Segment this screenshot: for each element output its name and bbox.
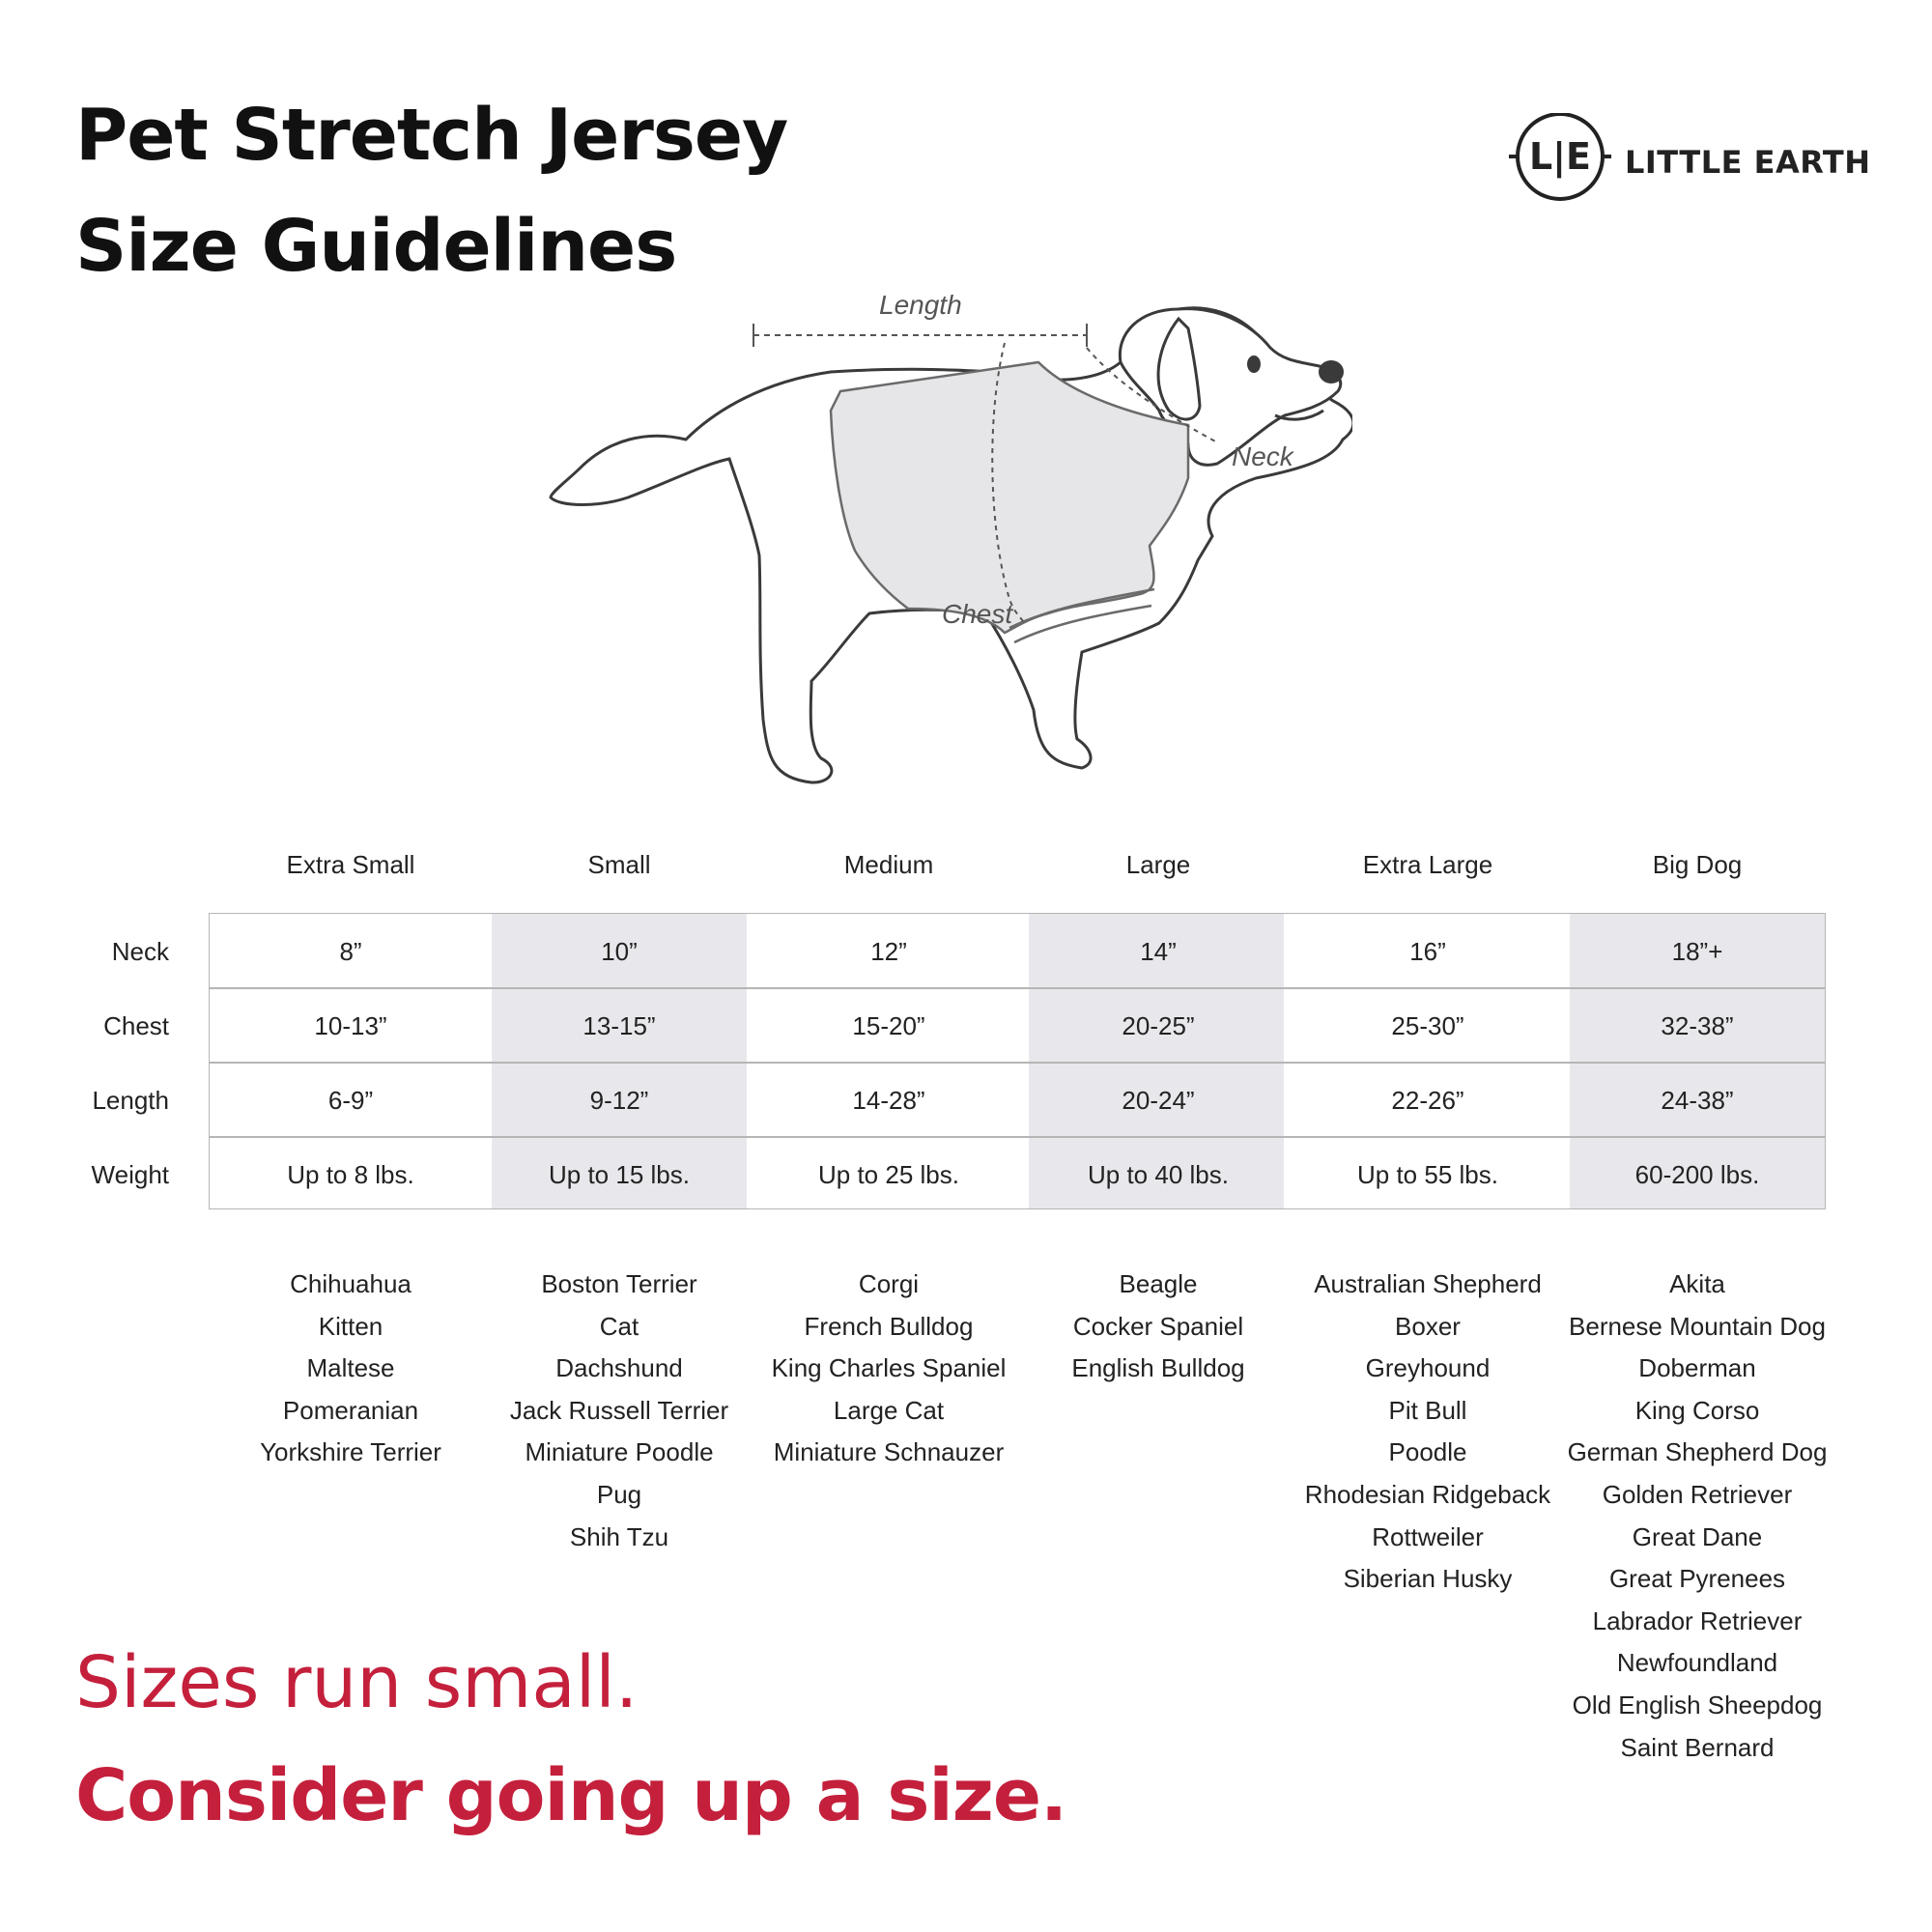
breed-item: Poodle [1388,1437,1467,1467]
page-subtitle: Size Guidelines [75,205,677,288]
row-label: Neck [111,937,169,966]
breed-item: Australian Shepherd [1314,1269,1542,1298]
breed-item: Akita [1669,1269,1725,1298]
table-cell: 60-200 lbs. [1634,1160,1760,1189]
size-header: Extra Large [1362,850,1493,879]
row-label: Weight [91,1160,169,1189]
breed-item: Shih Tzu [569,1521,669,1551]
breed-list [754,1264,1023,1474]
breed-item: Boxer [1395,1311,1461,1341]
table-cell: Up to 40 lbs. [1088,1160,1229,1189]
breed-item: Greyhound [1365,1353,1491,1383]
breed-item: Pit Bull [1388,1395,1467,1425]
breed-item: Golden Retriever [1602,1479,1793,1509]
breed-item: French Bulldog [804,1311,974,1341]
le-logo-icon [1507,113,1623,210]
table-cell: 20-24” [1122,1086,1195,1115]
table-cell: 12” [870,937,907,966]
table-cell: Up to 8 lbs. [287,1160,414,1189]
table-cell: 20-25” [1122,1011,1195,1040]
breed-list [485,1264,753,1558]
table-cell: Up to 25 lbs. [818,1160,959,1189]
logo-letters: L|E [1528,135,1592,178]
breed-item: Boston Terrier [541,1269,697,1298]
length-label: Length [879,290,962,320]
page-title: Pet Stretch Jersey [75,94,788,177]
breed-item: Miniature Poodle [525,1437,714,1467]
table-cell: 6-9” [327,1086,374,1115]
size-header: Small [587,850,651,879]
breed-item: Bernese Mountain Dog [1569,1311,1826,1341]
size-header: Extra Small [286,850,415,879]
breed-item: Pug [596,1479,642,1509]
breed-item: German Shepherd Dog [1567,1437,1828,1467]
row-divider [210,1062,1825,1064]
table-cell: Up to 15 lbs. [549,1160,690,1189]
breed-item: Labrador Retriever [1592,1605,1803,1635]
table-cell: 16” [1409,937,1446,966]
breed-item: Pomeranian [282,1395,419,1425]
row-label: Length [92,1086,169,1115]
table-cell: 14-28” [852,1086,925,1115]
breed-list [216,1264,485,1474]
breed-item: Old English Sheepdog [1572,1690,1823,1719]
breed-item: Cocker Spaniel [1072,1311,1244,1341]
table-cell: 14” [1140,937,1177,966]
breed-item: Rottweiler [1372,1521,1484,1551]
brand-logo [1507,113,1871,210]
table-cell: 10” [601,937,638,966]
row-divider [210,987,1825,989]
table-cell: 22-26” [1391,1086,1464,1115]
breed-item: Miniature Schnauzer [773,1437,1005,1467]
table-cell: 9-12” [589,1086,649,1115]
brand-name: LITTLE EARTH [1625,144,1871,181]
table-cell: 10-13” [314,1011,387,1040]
breed-list [1024,1264,1293,1390]
table-cell: Up to 55 lbs. [1357,1160,1498,1189]
breed-item: Saint Bernard [1620,1732,1775,1762]
row-divider [210,1136,1825,1138]
sizing-advice: Consider going up a size. [75,1754,1067,1837]
breed-list [1563,1264,1832,1769]
breed-item: Large Cat [833,1395,945,1425]
table-cell: 24-38” [1661,1086,1734,1115]
row-label: Chest [103,1011,169,1040]
breed-item: Rhodesian Ridgeback [1304,1479,1551,1509]
size-header: Medium [843,850,934,879]
breed-item: Newfoundland [1616,1648,1778,1678]
breed-item: Beagle [1119,1269,1198,1298]
breed-item: English Bulldog [1071,1353,1245,1383]
breed-item: Corgi [858,1269,920,1298]
breed-item: Great Pyrenees [1608,1564,1786,1594]
breed-list [1293,1264,1562,1601]
dog-diagram [522,217,1352,797]
chest-label: Chest [942,599,1013,629]
size-header: Big Dog [1652,850,1743,879]
breed-item: Chihuahua [290,1269,412,1298]
breed-item: Yorkshire Terrier [260,1437,441,1467]
breed-item: Siberian Husky [1343,1564,1513,1594]
breed-item: Dachshund [555,1353,683,1383]
table-cell: 8” [339,937,362,966]
size-header: Large [1125,850,1191,879]
table-cell: 13-15” [582,1011,656,1040]
table-cell: 15-20” [852,1011,925,1040]
breed-item: Maltese [306,1353,395,1383]
sizing-note: Sizes run small. [75,1641,639,1724]
breed-item: Great Dane [1632,1521,1763,1551]
breed-item: King Charles Spaniel [771,1353,1007,1383]
breed-item: Cat [599,1311,639,1341]
table-cell: 18”+ [1671,937,1723,966]
table-cell: 32-38” [1661,1011,1734,1040]
table-cell: 25-30” [1391,1011,1464,1040]
breed-item: Kitten [318,1311,384,1341]
neck-label: Neck [1232,441,1293,471]
breed-item: King Corso [1634,1395,1760,1425]
breed-item: Jack Russell Terrier [509,1395,729,1425]
breed-item: Doberman [1638,1353,1756,1383]
